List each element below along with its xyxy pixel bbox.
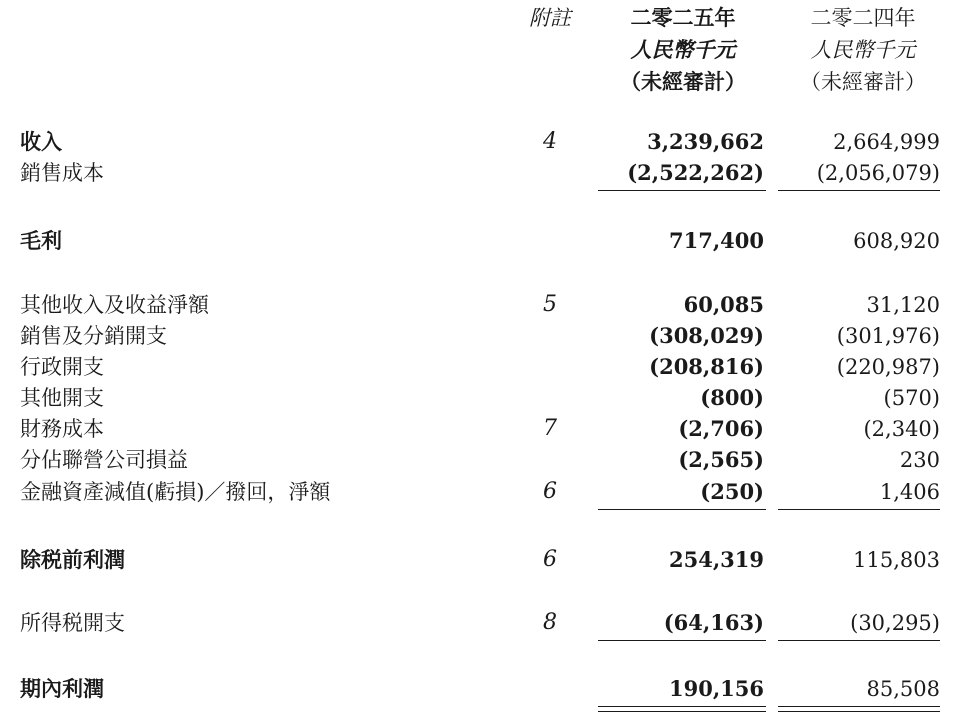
row-note: 7 bbox=[543, 416, 557, 441]
row-label: 行政開支 bbox=[20, 355, 104, 379]
row-label: 其他收入及收益淨額 bbox=[20, 293, 209, 317]
underline-2025 bbox=[598, 640, 766, 641]
row-cost-of-sales bbox=[0, 158, 980, 188]
row-profit-for-period bbox=[0, 674, 980, 704]
row-profit-before-tax bbox=[0, 545, 980, 575]
value-2024: 115,803 bbox=[853, 548, 940, 572]
value-2024: (570) bbox=[883, 386, 940, 410]
row-label: 銷售成本 bbox=[20, 161, 104, 185]
double-underline-2025-bottom bbox=[598, 711, 766, 712]
value-2025: 3,239,662 bbox=[647, 129, 764, 154]
header-2025-status: （未經審計） bbox=[620, 69, 746, 94]
row-label: 所得税開支 bbox=[20, 611, 125, 635]
row-other-income bbox=[0, 290, 980, 320]
underline-2024 bbox=[778, 509, 940, 510]
row-label: 收入 bbox=[20, 129, 62, 154]
row-finance-costs bbox=[0, 414, 980, 444]
row-admin-expenses bbox=[0, 352, 980, 382]
row-note: 5 bbox=[543, 292, 557, 317]
row-gross-profit bbox=[0, 226, 980, 256]
row-label: 分佔聯營公司損益 bbox=[20, 448, 188, 472]
value-2025: (2,522,262) bbox=[627, 160, 764, 185]
value-2024: 1,406 bbox=[879, 480, 940, 504]
value-2024: 2,664,999 bbox=[833, 130, 940, 154]
value-2024: (2,056,079) bbox=[816, 161, 940, 185]
header-2024-year: 二零二四年 bbox=[810, 6, 916, 30]
underline-2025 bbox=[598, 509, 766, 510]
value-2024: 230 bbox=[899, 448, 940, 472]
column-header-2024 bbox=[778, 2, 948, 98]
row-note: 4 bbox=[543, 129, 557, 154]
row-label: 金融資產減值(虧損)／撥回，淨額 bbox=[20, 480, 331, 504]
row-label: 其他開支 bbox=[20, 386, 104, 410]
underline-2024 bbox=[778, 190, 940, 191]
value-2025: (2,565) bbox=[678, 447, 764, 472]
row-revenue bbox=[0, 127, 980, 157]
value-2024: 608,920 bbox=[853, 229, 940, 253]
double-underline-2024-bottom bbox=[778, 711, 940, 712]
row-label: 毛利 bbox=[20, 228, 62, 253]
value-2025: 190,156 bbox=[669, 676, 764, 701]
value-2025: (208,816) bbox=[649, 354, 764, 379]
row-label: 財務成本 bbox=[20, 417, 104, 441]
row-income-tax bbox=[0, 608, 980, 638]
value-2024: (2,340) bbox=[863, 417, 940, 441]
value-2024: 85,508 bbox=[866, 677, 940, 701]
header-2024-currency: 人民幣千元 bbox=[810, 38, 916, 62]
value-2025: (250) bbox=[700, 479, 764, 504]
value-2025: (2,706) bbox=[678, 416, 764, 441]
underline-2025 bbox=[598, 190, 766, 191]
value-2024: (220,987) bbox=[836, 355, 940, 379]
row-label: 期內利潤 bbox=[20, 676, 104, 701]
header-2025-currency: 人民幣千元 bbox=[630, 37, 736, 62]
underline-2024 bbox=[778, 640, 940, 641]
row-share-of-associates bbox=[0, 445, 980, 475]
double-underline-2024-top bbox=[778, 706, 940, 707]
row-note: 6 bbox=[543, 479, 557, 504]
row-selling-expenses bbox=[0, 321, 980, 351]
header-2024-status: （未經審計） bbox=[800, 70, 926, 94]
header-2025-year: 二零二五年 bbox=[630, 5, 736, 30]
note-column-header bbox=[515, 2, 585, 34]
value-2025: (308,029) bbox=[649, 323, 764, 348]
value-2025: 717,400 bbox=[669, 228, 764, 253]
value-2025: (800) bbox=[700, 385, 764, 410]
row-note: 6 bbox=[543, 547, 557, 572]
row-label: 銷售及分銷開支 bbox=[20, 324, 167, 348]
value-2025: 254,319 bbox=[669, 547, 764, 572]
value-2025: 60,085 bbox=[683, 292, 764, 317]
row-label: 除税前利潤 bbox=[20, 547, 125, 572]
value-2025: (64,163) bbox=[663, 610, 764, 635]
value-2024: 31,120 bbox=[866, 293, 940, 317]
row-note: 8 bbox=[543, 610, 557, 635]
value-2024: (30,295) bbox=[850, 611, 940, 635]
double-underline-2025-top bbox=[598, 706, 766, 707]
row-other-expenses bbox=[0, 383, 980, 413]
value-2024: (301,976) bbox=[836, 324, 940, 348]
column-header-2025 bbox=[598, 2, 768, 98]
row-impairment bbox=[0, 477, 980, 507]
note-header-label: 附註 bbox=[529, 6, 571, 30]
